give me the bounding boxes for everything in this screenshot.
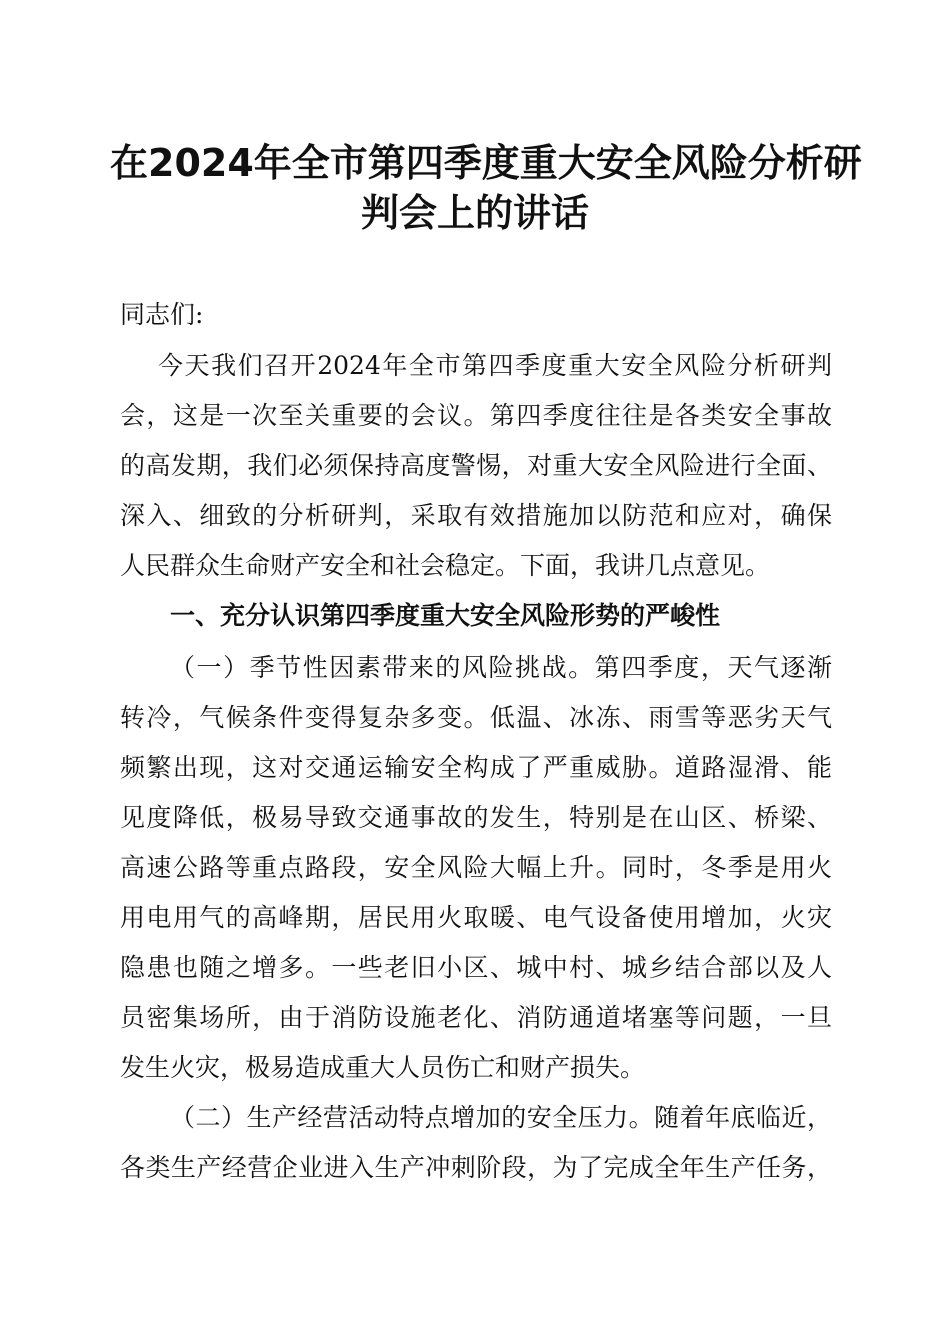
subsection-1-line-1: （一）季节性因素带来的风险挑战。第四季度，天气逐渐	[170, 653, 832, 682]
subsection-1-line-5: 高速公路等重点路段，安全风险大幅上升。同时，冬季是用火	[120, 853, 832, 882]
subsection-1-line-9: 发生火灾，极易造成重大人员伤亡和财产损失。	[120, 1053, 646, 1082]
subsection-1-line-8: 员密集场所，由于消防设施老化、消防通道堵塞等问题，一旦	[120, 1003, 832, 1032]
subsection-1-line-6: 用电用气的高峰期，居民用火取暖、电气设备使用增加，火灾	[120, 903, 832, 932]
subsection-1-line-3: 频繁出现，这对交通运输安全构成了严重威胁。道路湿滑、能	[120, 753, 832, 782]
subsection-2-line-2: 各类生产经营企业进入生产冲刺阶段，为了完成全年生产任务，	[120, 1153, 832, 1182]
salutation: 同志们:	[120, 300, 204, 329]
subsection-1-line-2: 转冷，气候条件变得复杂多变。低温、冰冻、雨雪等恶劣天气	[120, 703, 832, 732]
document-title-line-1: 在2024年全市第四季度重大安全风险分析研	[110, 141, 862, 185]
subsection-2-line-1: （二）生产经营活动特点增加的安全压力。随着年底临近，	[170, 1103, 832, 1132]
intro-line-2: 会，这是一次至关重要的会议。第四季度往往是各类安全事故	[120, 401, 832, 430]
subsection-1-line-4: 见度降低，极易导致交通事故的发生，特别是在山区、桥梁、	[120, 803, 832, 832]
section-1-heading: 一、充分认识第四季度重大安全风险形势的严峻性	[170, 601, 721, 630]
intro-line-4: 深入、细致的分析研判，采取有效措施加以防范和应对，确保	[120, 501, 832, 530]
intro-line-1: 今天我们召开2024年全市第四季度重大安全风险分析研判	[158, 351, 832, 380]
document-title-line-2: 判会上的讲话	[360, 191, 589, 235]
intro-line-3: 的高发期，我们必须保持高度警惕，对重大安全风险进行全面、	[120, 451, 832, 480]
intro-line-5: 人民群众生命财产安全和社会稳定。下面，我讲几点意见。	[120, 551, 771, 580]
subsection-1-line-7: 隐患也随之增多。一些老旧小区、城中村、城乡结合部以及人	[120, 953, 832, 982]
